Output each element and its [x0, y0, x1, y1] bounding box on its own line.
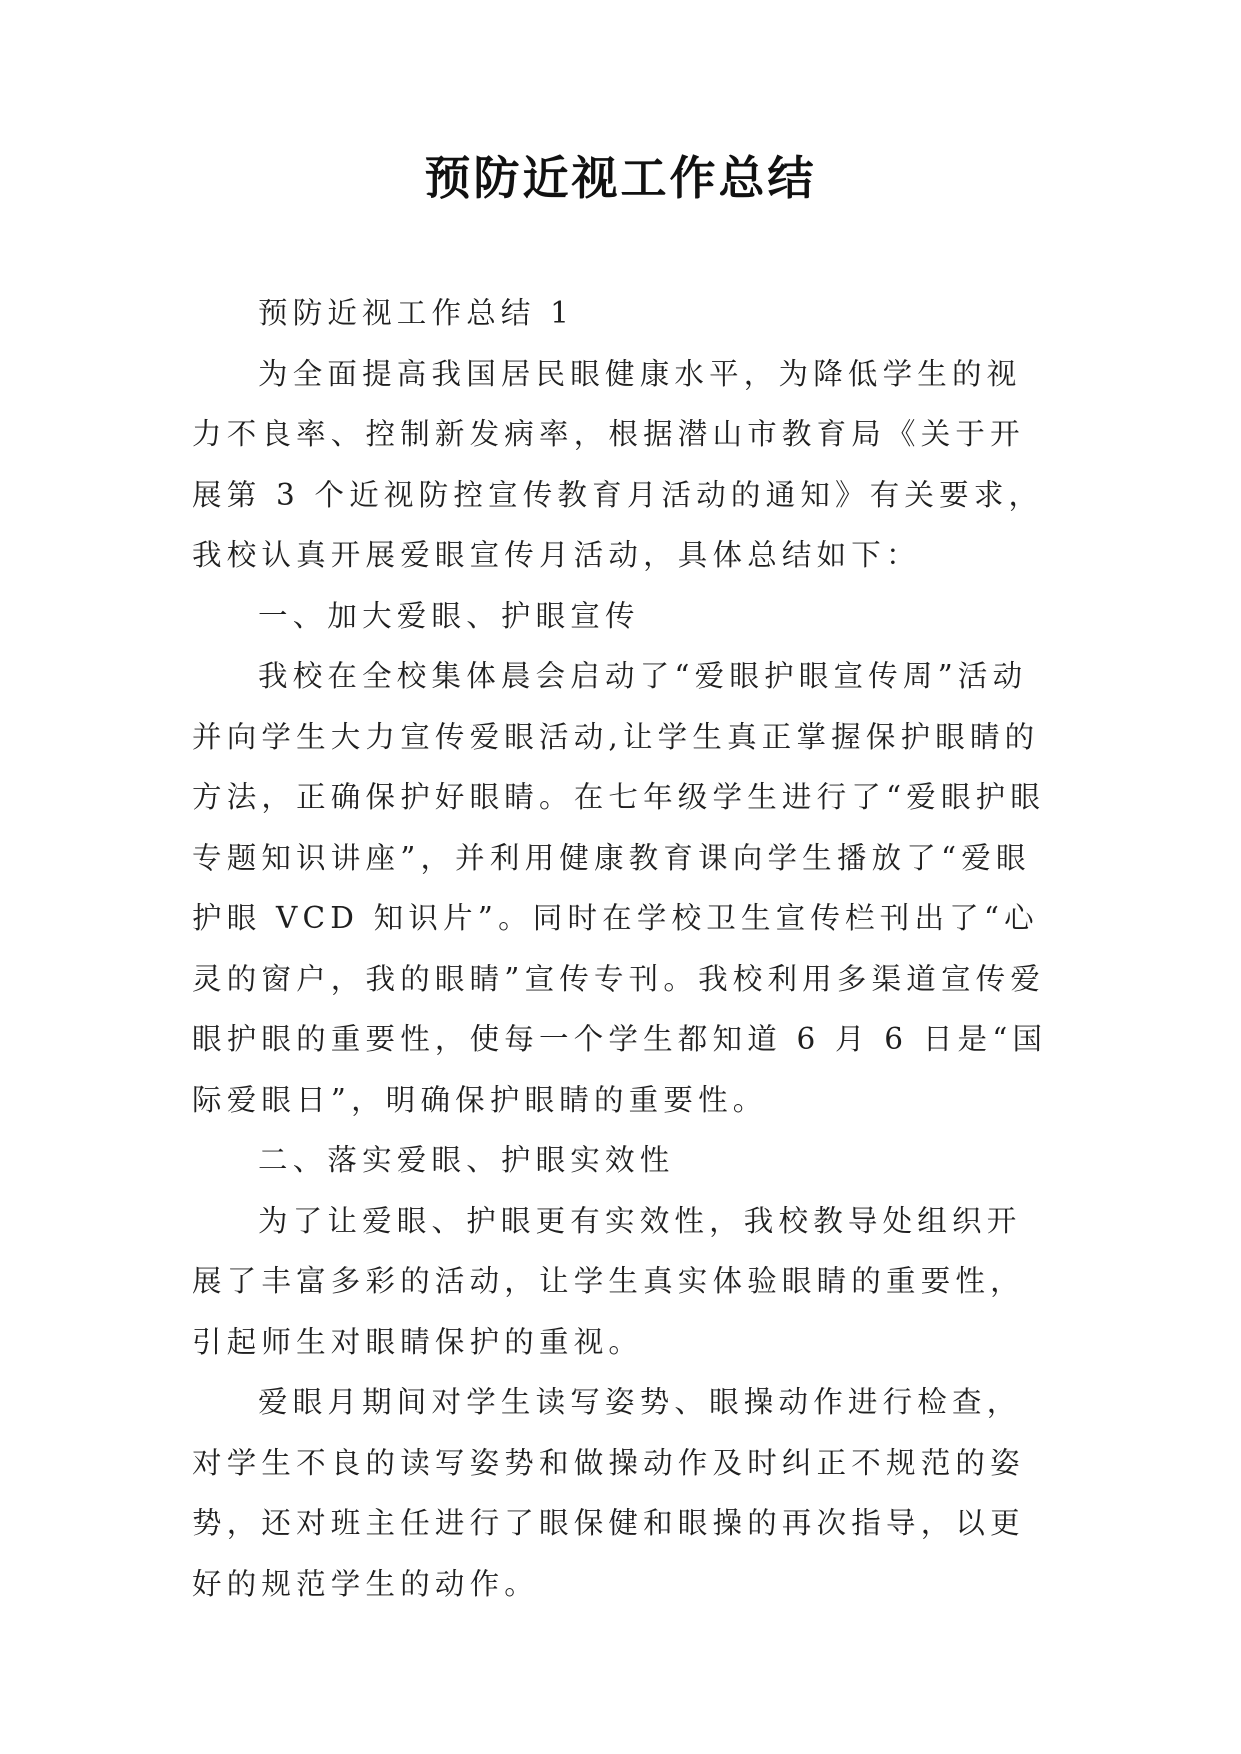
section-heading-1: 一、加大爱眼、护眼宣传 [258, 598, 640, 633]
paragraph-effectiveness: 为了让爱眼、护眼更有实效性，我校教导处组织开展了丰富多彩的活动，让学生真实体验眼睛的重要性，引起师生对眼睛保护的重视。 [192, 1203, 1025, 1359]
section-heading-summary-1: 预防近视工作总结 1 [258, 296, 575, 330]
paragraph-publicity: 我校在全校集体晨会启动了“爱眼护眼宣传周”活动并向学生大力宣传爱眼活动,让学生真正掌握保护眼睛的方法，正确保护好眼睛。在七年级学生进行了“爱眼护眼专题知识讲座”，并利用健康教育课向学生播放了“爱眼护眼 VCD 知识片”。同时在学校卫生宣传栏刊出了“心灵的窗户，我的眼睛”宣传专刊。我校利用多渠道宣传爱眼护眼的重要性，使每一个学生都知道 6 月 6 日是“国际爱眼日”，明确保护眼睛的重要性。 [192, 659, 1048, 1117]
document-body [192, 283, 1052, 1614]
paragraph-inspection: 爱眼月期间对学生读写姿势、眼操动作进行检查，对学生不良的读写姿势和做操动作及时纠正不规范的姿势，还对班主任进行了眼保健和眼操的再次指导，以更好的规范学生的动作。 [192, 1385, 1025, 1601]
section-heading-2: 二、落实爱眼、护眼实效性 [258, 1143, 675, 1177]
intro-paragraph: 为全面提高我国居民眼健康水平，为降低学生的视力不良率、控制新发病率，根据潜山市教育局《关于开展第 3 个近视防控宣传教育月活动的通知》有关要求，我校认真开展爱眼宣传月活动，具体总结如下： [192, 356, 1044, 572]
document-title: 预防近视工作总结 [424, 151, 817, 205]
